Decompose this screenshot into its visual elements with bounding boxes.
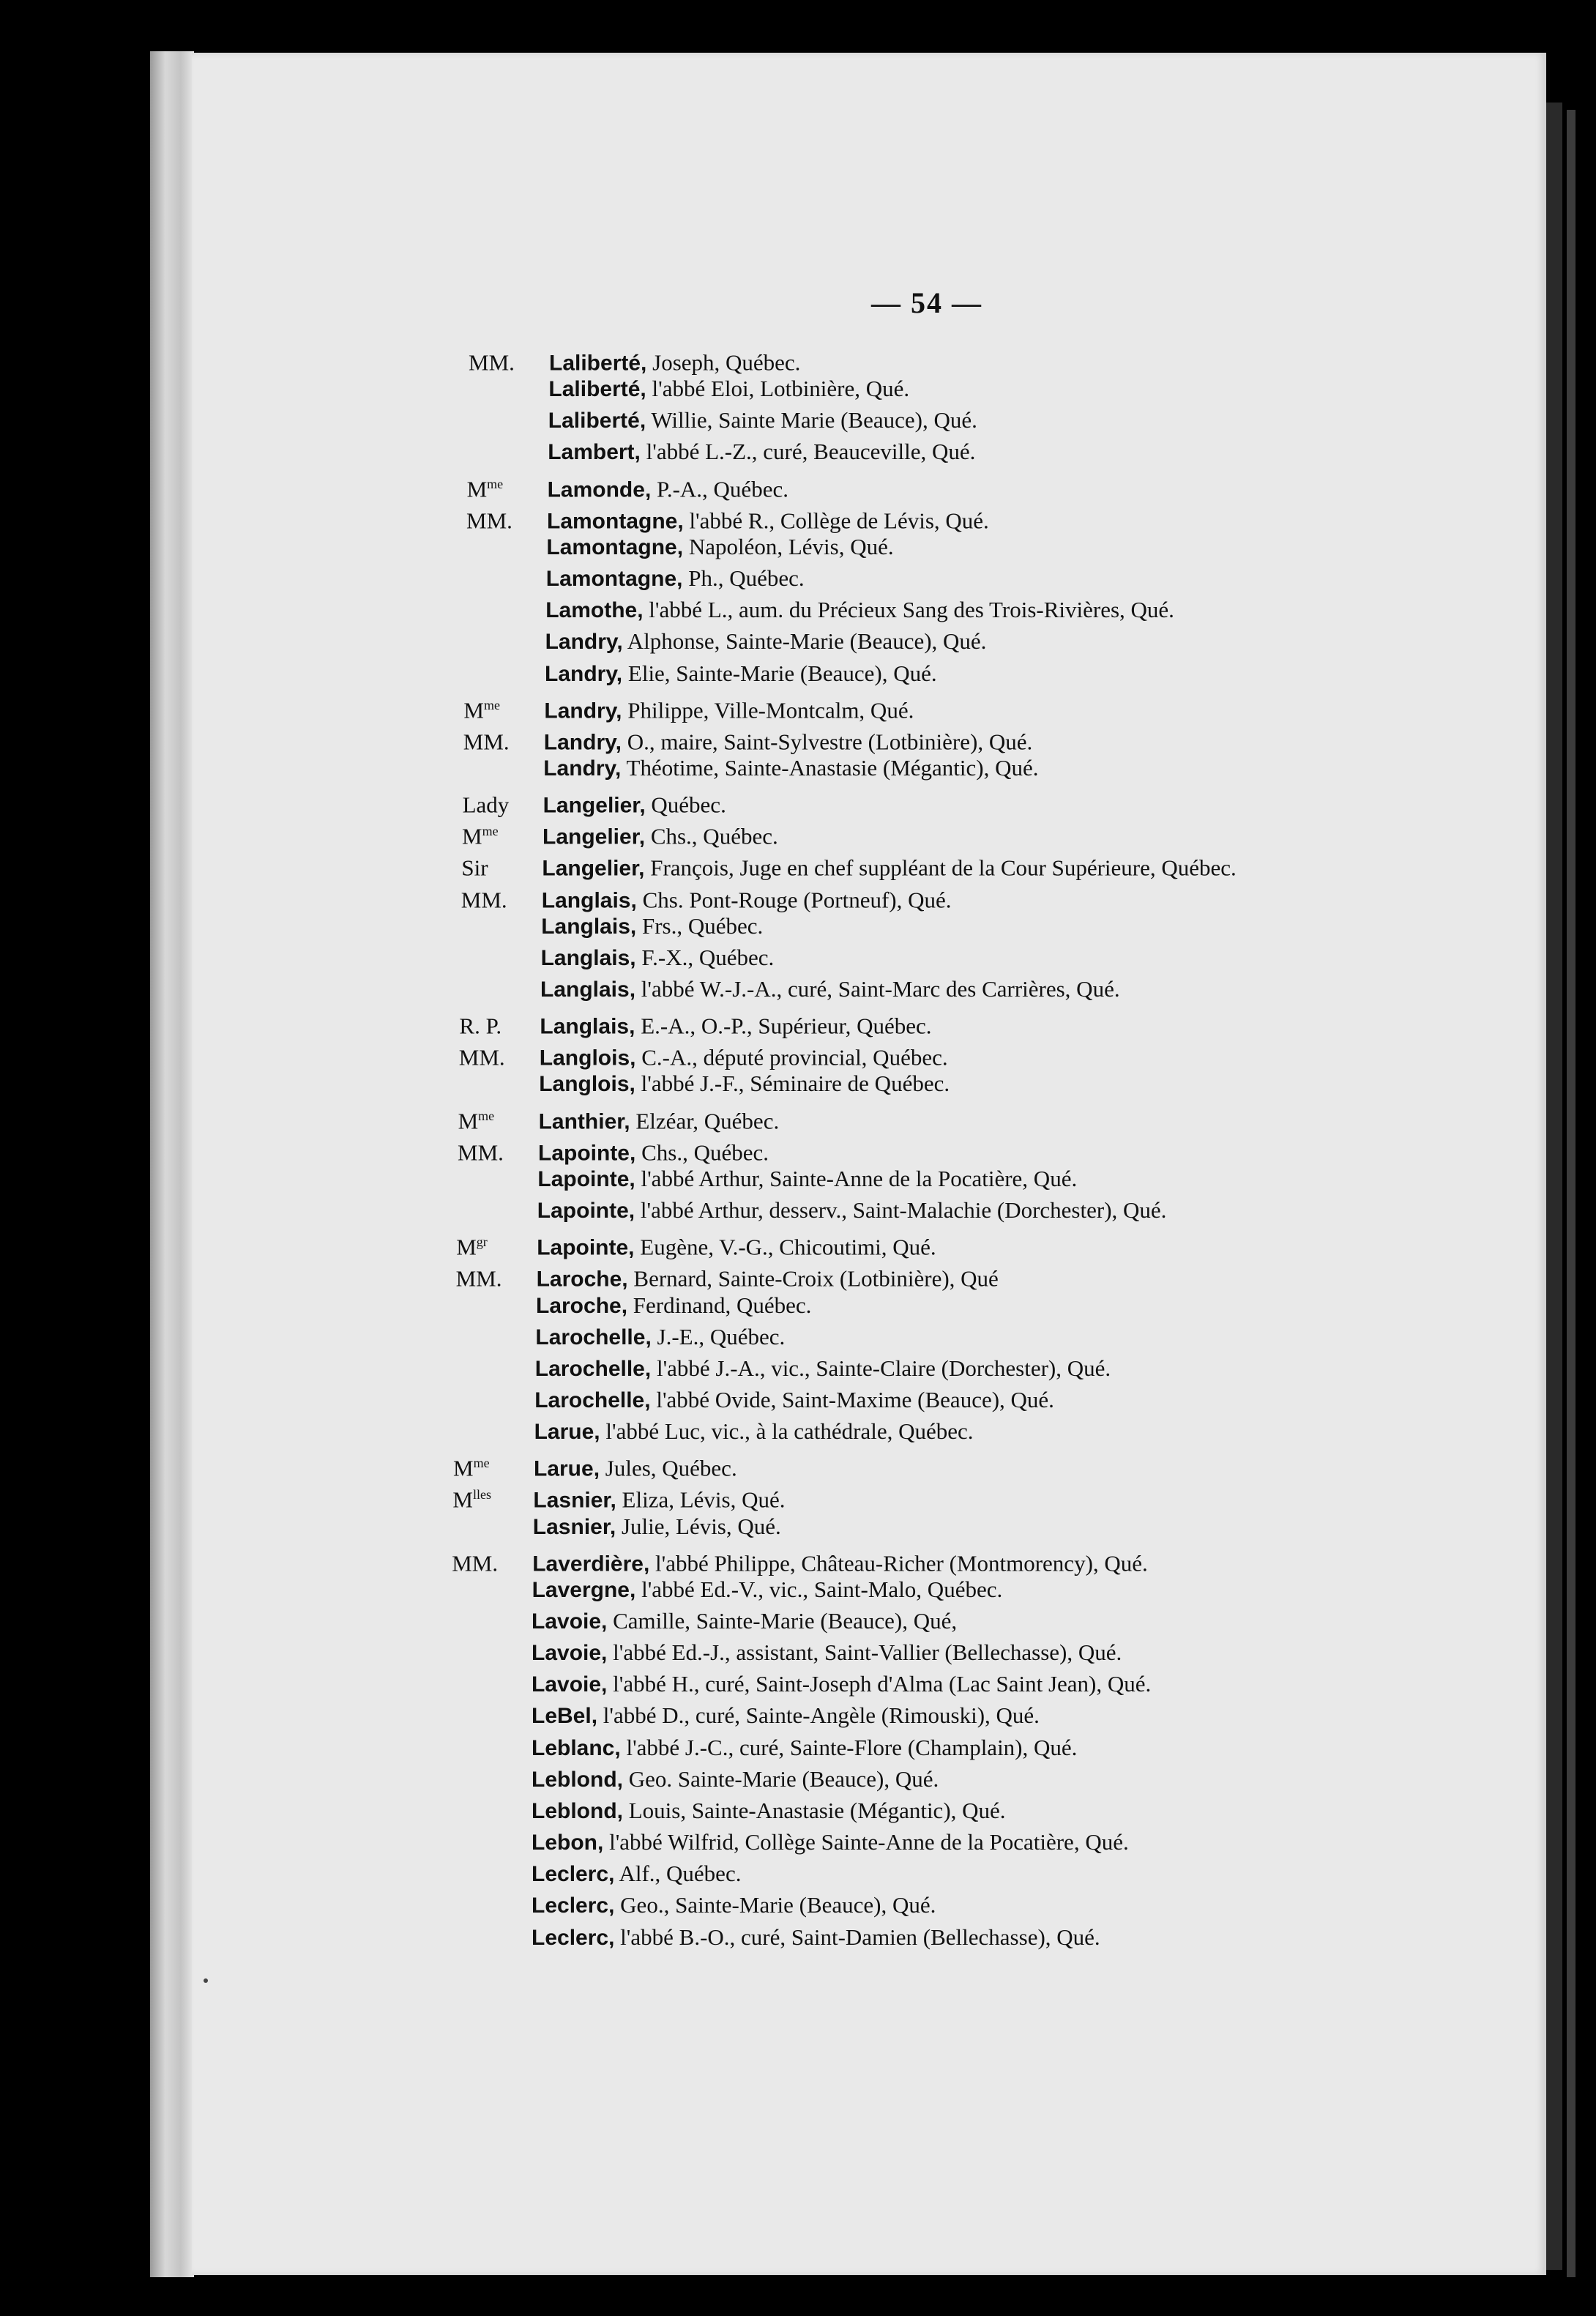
entry-details: François, Juge en chef suppléant de la Cour Supérieure, Québec. — [644, 854, 1237, 881]
directory-entry — [455, 1291, 811, 1321]
entry-details: Chs. Pont-Rouge (Portneuf), Qué. — [636, 886, 952, 912]
entry-details: Bernard, Sainte-Croix (Lotbinière), Qué — [627, 1265, 999, 1292]
entry-details: l'abbé H., curé, Saint-Joseph d'Alma (Lac Saint Jean), Qué. — [607, 1671, 1152, 1697]
directory-entry — [463, 753, 1038, 783]
entry-details: l'abbé L., aum. du Précieux Sang des Trois-Rivières, Qué. — [643, 597, 1174, 623]
entry-details: F.-X., Québec. — [635, 944, 775, 970]
entry-details: l'abbé Eloi, Lotbinière, Qué. — [646, 376, 910, 402]
entry-title-prefix — [462, 816, 542, 851]
entry-surname: Landry, — [545, 661, 623, 686]
entry-details: l'abbé R., Collège de Lévis, Qué. — [683, 507, 989, 534]
entry-surname: Langlais, — [541, 887, 637, 912]
entry-title-prefix — [459, 1038, 540, 1072]
directory-entry — [460, 912, 763, 942]
directory-entry — [451, 1796, 1006, 1826]
entry-prefix-text: M — [462, 823, 482, 849]
entry-details: l'abbé Arthur, desserv., Saint-Malachie (Dorchester), Qué. — [635, 1197, 1167, 1224]
directory-entry — [466, 532, 893, 562]
entry-title-prefix — [453, 1448, 534, 1483]
entry-details: E.-A., O.-P., Supérieur, Québec. — [635, 1013, 932, 1039]
entry-surname: Larue, — [534, 1456, 600, 1481]
entry-details: Jules, Québec. — [600, 1455, 737, 1481]
entry-surname: Lamontagne, — [546, 535, 684, 559]
directory-entry — [466, 564, 805, 594]
entry-details: Frs., Québec. — [636, 912, 764, 939]
entry-prefix-text: MM. — [466, 507, 512, 534]
directory-entry — [451, 1638, 1122, 1668]
entry-surname: Lanthier, — [538, 1109, 630, 1133]
entry-prefix-text: MM. — [460, 886, 507, 912]
entry-prefix-text: MM. — [469, 349, 515, 376]
entry-details: l'abbé Ed.-V., vic., Saint-Malo, Québec. — [635, 1576, 1003, 1602]
entry-details: Alf., Québec. — [614, 1861, 742, 1887]
entry-surname: Leblond, — [532, 1767, 623, 1792]
directory-entry — [464, 659, 937, 689]
directory-entry — [468, 374, 909, 404]
entry-details: l'abbé Luc, vic., à la cathédrale, Québec. — [600, 1418, 974, 1445]
entry-prefix-text: MM. — [455, 1265, 502, 1292]
entry-surname: Laroche, — [536, 1267, 628, 1292]
entry-title-prefix — [463, 690, 544, 725]
directory-entry — [453, 1448, 737, 1483]
directory-entry — [451, 1733, 1077, 1763]
entry-surname: Lasnier, — [532, 1514, 616, 1539]
entry-details: J.-E., Québec. — [651, 1323, 786, 1349]
directory-entry — [451, 1701, 1040, 1731]
entry-details: Eugène, V.-G., Chicoutimi, Qué. — [634, 1234, 936, 1260]
entry-prefix-superscript: lles — [472, 1487, 491, 1503]
entry-surname: Laliberté, — [548, 409, 646, 433]
entry-prefix-text: M — [453, 1455, 474, 1481]
entry-details: l'abbé J.-A., vic., Sainte-Claire (Dorchester), Qué. — [651, 1355, 1111, 1381]
entry-surname: Langlais, — [541, 914, 637, 939]
entry-surname: Larochelle, — [534, 1388, 651, 1412]
entry-details: Geo., Sainte-Marie (Beauce), Qué. — [614, 1892, 936, 1918]
entry-details: Théotime, Sainte-Anastasie (Mégantic), Qué. — [621, 754, 1039, 781]
directory-entry — [459, 1006, 931, 1041]
entry-surname: Langlais, — [540, 945, 636, 970]
entry-surname: Landry, — [543, 756, 622, 781]
entry-prefix-text: Lady — [462, 792, 510, 818]
directory-entry — [452, 1480, 785, 1515]
entry-details: Alphonse, Sainte-Marie (Beauce), Qué. — [622, 628, 987, 655]
entry-prefix-text: M — [456, 1234, 477, 1260]
entry-details: l'abbé W.-J.-A., curé, Saint-Marc des Carrières, Qué. — [635, 976, 1120, 1002]
entry-prefix-superscript: me — [482, 824, 499, 839]
entry-details: Elzéar, Québec. — [630, 1107, 780, 1133]
entry-surname: Leclerc, — [532, 1894, 615, 1918]
entry-details: Ferdinand, Québec. — [627, 1292, 812, 1318]
directory-entry — [457, 1164, 1077, 1194]
entry-prefix-text: M — [452, 1486, 473, 1513]
entry-surname: Lamonde, — [547, 477, 652, 502]
entry-surname: LeBel, — [532, 1704, 598, 1729]
directory-entry — [469, 343, 800, 378]
entry-surname: Laliberté, — [549, 351, 647, 376]
entry-title-prefix — [461, 880, 542, 915]
entry-surname: Langlois, — [539, 1072, 635, 1097]
entry-surname: Lamothe, — [545, 598, 644, 623]
entry-prefix-superscript: me — [473, 1456, 490, 1471]
entry-surname: Langlois, — [539, 1046, 636, 1071]
entry-surname: Laroche, — [536, 1293, 628, 1318]
entry-title-prefix — [469, 343, 549, 377]
entry-surname: Lebon, — [532, 1831, 604, 1855]
entry-details: Chs., Québec. — [645, 823, 778, 849]
entry-title-prefix — [463, 722, 544, 756]
entry-title-prefix — [458, 1101, 539, 1136]
entry-surname: Lamontagne, — [547, 509, 684, 534]
directory-entry — [467, 469, 788, 504]
entry-surname: Laverdière, — [532, 1552, 650, 1576]
directory-entry — [451, 1828, 1129, 1858]
entry-surname: Lapointe, — [537, 1235, 635, 1260]
entry-surname: Leclerc, — [532, 1862, 615, 1887]
directory-entry — [463, 722, 1032, 757]
directory-entry — [458, 1069, 950, 1099]
entry-details: Napoléon, Lévis, Qué. — [683, 533, 894, 559]
entry-details: l'abbé Philippe, Château-Richer (Montmorency), Qué. — [649, 1550, 1148, 1576]
directory-entry — [467, 437, 975, 467]
directory-entry — [454, 1417, 974, 1447]
directory-entry — [458, 1133, 769, 1168]
directory-entry — [452, 1512, 781, 1542]
entry-details: P.-A., Québec. — [651, 475, 788, 502]
directory-entry — [455, 1322, 785, 1352]
entry-details: C.-A., député provincial, Québec. — [635, 1044, 948, 1071]
entry-title-prefix — [467, 469, 548, 504]
entry-prefix-superscript: gr — [476, 1235, 488, 1250]
directory-entry — [457, 1196, 1167, 1226]
directory-entry — [468, 406, 977, 436]
entry-surname: Leblond, — [532, 1798, 623, 1823]
entry-prefix-text: M — [466, 475, 488, 502]
entry-prefix-text: MM. — [463, 729, 510, 755]
entry-prefix-text: R. P. — [459, 1013, 502, 1039]
entry-details: l'abbé Arthur, Sainte-Anne de la Pocatière, Qué. — [635, 1165, 1078, 1191]
entry-details: Joseph, Québec. — [646, 349, 801, 376]
entry-surname: Landry, — [543, 730, 622, 755]
entry-title-prefix — [452, 1480, 533, 1514]
entry-surname: Lasnier, — [533, 1488, 616, 1513]
page-number: — 54 — — [871, 286, 982, 319]
entry-title-prefix — [452, 1544, 532, 1578]
entry-details: l'abbé J.-C., curé, Sainte-Flore (Champlain), Qué. — [620, 1734, 1078, 1760]
directory-entry — [460, 975, 1120, 1005]
entry-details: Camille, Sainte-Marie (Beauce), Qué, — [607, 1608, 958, 1634]
directory-entry — [451, 1859, 741, 1889]
entry-surname: Lapointe, — [537, 1166, 635, 1191]
entry-surname: Leclerc, — [532, 1925, 615, 1950]
scan-speck — [204, 1978, 208, 1983]
entry-surname: Langlais, — [540, 1014, 635, 1039]
directory-entry — [451, 1606, 957, 1637]
entry-title-prefix — [459, 1006, 540, 1040]
entry-surname: Lavoie, — [532, 1609, 608, 1634]
entry-surname: Larochelle, — [534, 1356, 652, 1381]
directory-entry — [451, 1891, 936, 1921]
entry-prefix-text: MM. — [458, 1139, 504, 1166]
entry-details: Geo. Sainte-Marie (Beauce), Qué. — [622, 1765, 939, 1792]
entry-title-prefix — [461, 848, 542, 882]
entry-surname: Lavergne, — [532, 1577, 636, 1602]
entry-details: l'abbé Wilfrid, Collège Sainte-Anne de la Pocatière, Qué. — [603, 1829, 1129, 1855]
entry-surname: Langelier, — [542, 856, 645, 881]
entry-surname: Landry, — [545, 630, 623, 655]
directory-entry — [455, 1354, 1111, 1384]
directory-entry — [465, 595, 1174, 625]
entry-surname: Leblanc, — [532, 1735, 621, 1760]
entry-prefix-superscript: me — [478, 1108, 495, 1123]
entry-details: l'abbé Ed.-J., assistant, Saint-Vallier (Bellechasse), Qué. — [607, 1639, 1122, 1666]
entry-surname: Lapointe, — [538, 1141, 636, 1166]
directory-entry — [456, 1259, 999, 1294]
page-edge-shadow-outer — [1567, 110, 1576, 2277]
entry-details: l'abbé D., curé, Sainte-Angèle (Rimouski), Qué. — [597, 1702, 1040, 1729]
entry-title-prefix — [456, 1227, 537, 1262]
directory-entry — [459, 1038, 948, 1073]
entry-prefix-text: MM. — [452, 1550, 499, 1576]
directory-entry — [465, 627, 987, 657]
entry-surname: Laliberté, — [548, 377, 646, 402]
entry-prefix-text: Sir — [461, 854, 488, 881]
entry-details: l'abbé Ovide, Saint-Maxime (Beauce), Qué. — [650, 1386, 1054, 1412]
directory-entry — [451, 1765, 939, 1795]
directory-entry — [460, 943, 775, 973]
directory-entry — [463, 690, 914, 726]
entry-prefix-text: M — [463, 696, 484, 723]
directory-entry — [454, 1385, 1054, 1415]
directory-entry — [466, 501, 989, 536]
entry-prefix-superscript: me — [487, 476, 504, 491]
directory-entry — [452, 1575, 1003, 1605]
entry-title-prefix — [463, 785, 543, 819]
entry-details: O., maire, Saint-Sylvestre (Lotbinière), Qué. — [621, 729, 1033, 755]
entry-title-prefix — [458, 1133, 538, 1167]
entry-title-prefix — [456, 1259, 537, 1293]
directory-entry — [451, 1669, 1151, 1699]
entry-details: Willie, Sainte Marie (Beauce), Qué. — [646, 407, 977, 433]
entry-surname: Langlais, — [540, 978, 636, 1002]
entry-surname: Landry, — [544, 698, 622, 723]
entry-details: Elie, Sainte-Marie (Beauce), Qué. — [622, 660, 937, 686]
entry-details: l'abbé J.-F., Séminaire de Québec. — [635, 1071, 950, 1097]
entry-details: Chs., Québec. — [635, 1139, 769, 1166]
entry-surname: Lavoie, — [532, 1641, 608, 1666]
directory-entry — [462, 816, 778, 852]
directory-entry — [463, 785, 726, 820]
entry-details: Philippe, Ville-Montcalm, Qué. — [622, 696, 914, 723]
entry-surname: Larochelle, — [535, 1325, 652, 1349]
directory-entry — [461, 880, 952, 915]
entry-title-prefix — [466, 501, 547, 535]
entry-surname: Lapointe, — [537, 1199, 635, 1224]
directory-entry — [452, 1544, 1148, 1579]
directory-entry — [456, 1227, 936, 1262]
entry-details: Louis, Sainte-Anastasie (Mégantic), Qué. — [622, 1797, 1006, 1823]
entry-details: l'abbé L.-Z., curé, Beauceville, Qué. — [640, 439, 976, 465]
entry-surname: Lamontagne, — [545, 567, 683, 592]
entry-prefix-superscript: me — [483, 697, 500, 712]
entry-prefix-text: M — [458, 1107, 479, 1133]
entry-prefix-text: MM. — [458, 1044, 505, 1071]
entry-surname: Lavoie, — [532, 1672, 608, 1697]
entry-details: Ph., Québec. — [682, 565, 805, 592]
directory-entry — [461, 848, 1236, 883]
directory-entry — [451, 1923, 1100, 1953]
book-binding — [150, 51, 194, 2277]
directory-entry — [458, 1101, 780, 1136]
entry-details: l'abbé B.-O., curé, Saint-Damien (Bellechasse), Qué. — [614, 1924, 1100, 1950]
entry-surname: Lambert, — [548, 440, 641, 465]
entry-details: Eliza, Lévis, Qué. — [616, 1486, 786, 1513]
entry-surname: Larue, — [534, 1420, 600, 1445]
page-edge-shadow — [1546, 103, 1562, 2270]
entry-surname: Langelier, — [542, 824, 646, 849]
entry-details: Julie, Lévis, Qué. — [616, 1513, 781, 1539]
entry-surname: Langelier, — [542, 793, 646, 818]
entry-details: Québec. — [645, 792, 726, 818]
